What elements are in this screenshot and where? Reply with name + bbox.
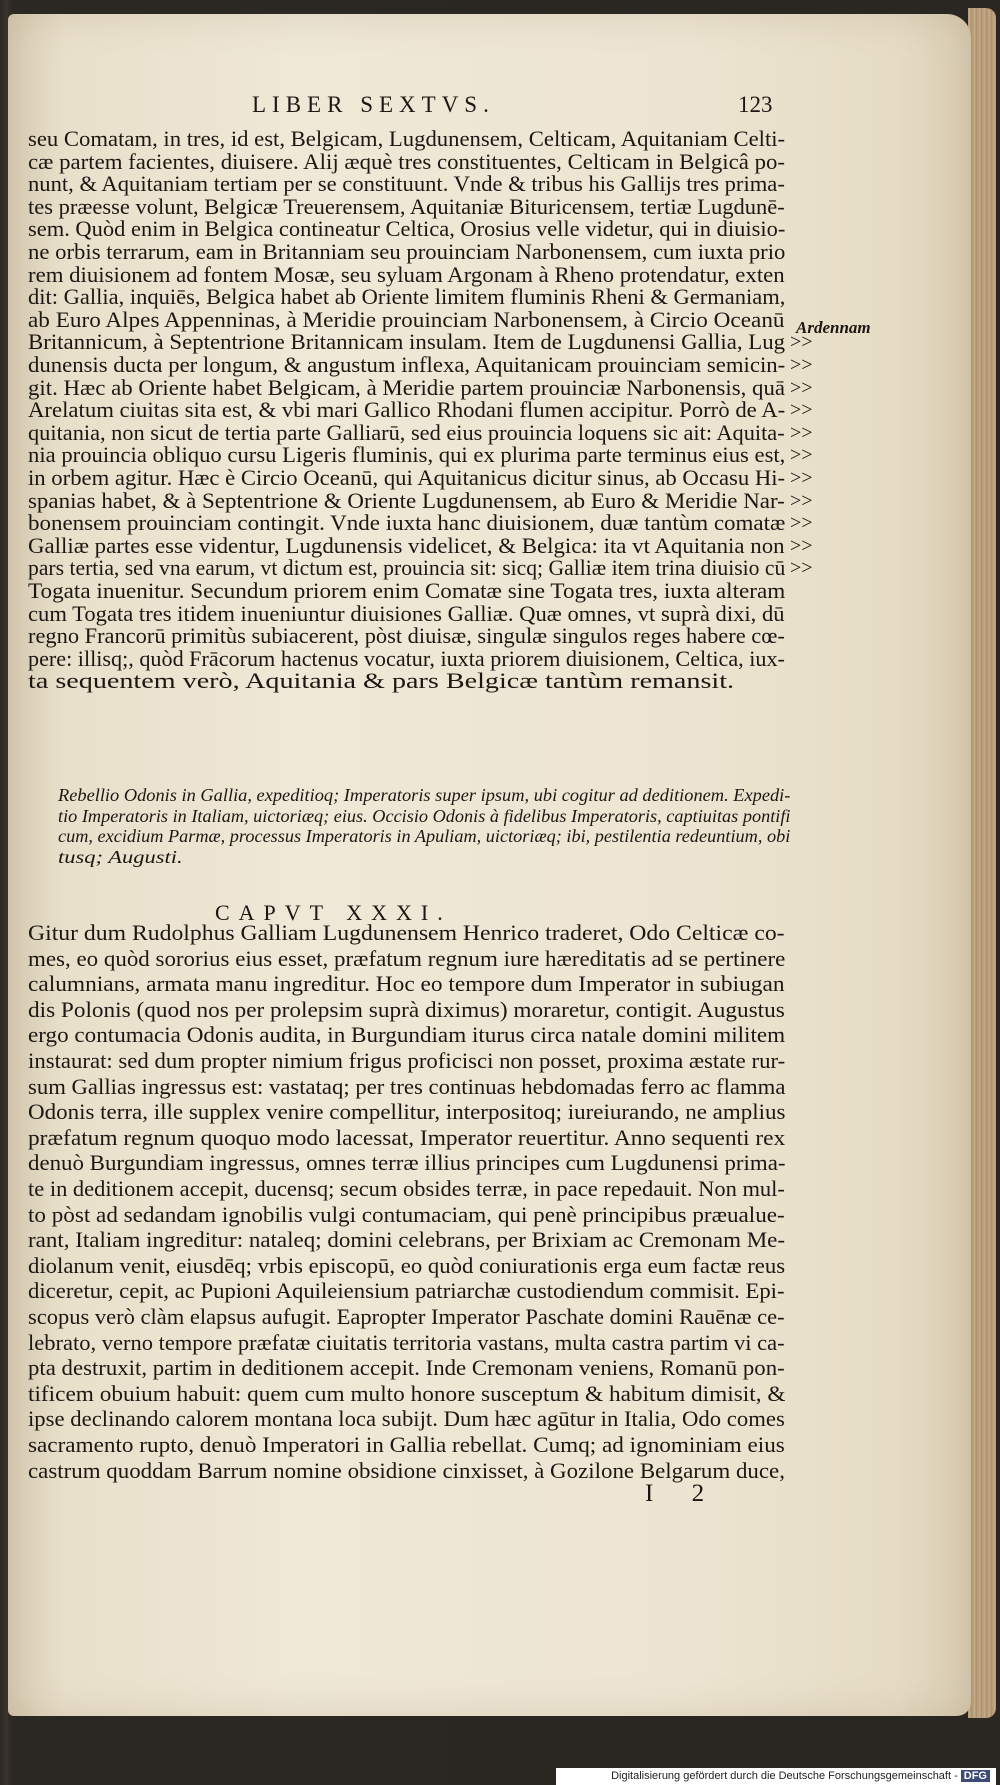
body-text-line: pars tertia, sed vna earum, vt dictum est, prouincia sit: sicq; Galliæ item trina diuisio cū: [28, 555, 786, 581]
body-text-line: nia prouincia obliquo cursu Ligeris fluminis, qui ex plurima parte terminus eius est,: [28, 442, 786, 468]
body-text-line: seu Comatam, in tres, id est, Belgicam, Lugdunensem, Celticam, Aquitaniam Celti-: [28, 126, 786, 151]
quote-marker: >>: [790, 421, 813, 444]
body-text-line: tes præesse volunt, Belgicæ Treuerensem, Aquitaniæ Bituricensem, tertiæ Lugdunē-: [28, 193, 785, 219]
page-number: 123: [738, 92, 773, 117]
summary-line: cum, excidium Parmæ, processus Imperatoris in Apuliam, uictoriæq; ibi, pestilentia redeuntium, obi: [58, 826, 791, 846]
dfg-logo: DFG: [961, 1770, 990, 1782]
body-text-line: nunt, & Aquitaniam tertiam per se constituunt. Vnde & tribus his Gallijs tres prima-: [28, 171, 785, 197]
body-text-line: cæ partem facientes, diuisere. Alij æquè tres constituentes, Celticam in Belgicâ po-: [28, 148, 786, 174]
chapter-text-line: pta destruxit, partim in deditionem accepit. Inde Cremonam veniens, Romanū pon-: [28, 1355, 785, 1381]
body-text-line: cum Togata tres itidem inueniuntur diuisiones Galliæ. Quæ omnes, vt suprà dixi, dū: [28, 600, 785, 626]
chapter-text-line: præfatum regnum quoquo modo lacessat, Imperator reuertitur. Anno sequenti rex: [28, 1124, 786, 1150]
chapter-text-line: scopus verò clàm elapsus aufugit. Eapropter Imperator Paschate domini Rauēnæ ce-: [28, 1304, 785, 1329]
chapter-text-line: sum Gallias ingressus est: vastataq; per tres continuas hebdomadas ferro ac flamma: [28, 1073, 786, 1099]
book-fore-edge: [968, 8, 996, 1718]
summary-line: tusq; Augusti.: [58, 846, 183, 867]
body-text-line: ta sequentem verò, Aquitania & pars Belgicæ tantùm remansit.: [28, 668, 735, 694]
quote-marker: >>: [790, 444, 813, 467]
chapter-text-line: calumnians, armata manu ingreditur. Hoc eo tempore dum Imperator in subiugan: [28, 971, 785, 997]
body-text-line: quitania, non sicut de tertia parte Galliarū, sed eius prouincia loquens sic ait: Aquita-: [28, 419, 785, 445]
chapter-text-line: tificem obuium habuit: quem cum multo honore susceptum & habitum dimisit, &: [28, 1380, 786, 1406]
chapter-text-line: rant, Italiam ingreditur: nataleq; domini celebrans, per Brixiam ac Cremonam Me-: [28, 1227, 786, 1253]
summary-line: Rebellio Odonis in Gallia, expeditioq; Imperatoris super ipsum, ubi cogitur ad deditionem. Expedi-: [58, 785, 791, 805]
chapter-text-line: Odonis terra, ille supplex venire compellitur, interpositoq; iureiurando, ne amplius: [28, 1099, 786, 1125]
signature-mark: I 2: [645, 1480, 721, 1507]
quote-marker: >>: [790, 354, 813, 376]
body-text-line: git. Hæc ab Oriente habet Belgicam, à Meridie partem prouinciæ Narbonensis, quā: [28, 374, 786, 400]
body-text-line: dunensis ducta per longum, & angustum inflexa, Aquitanicam prouinciam semicin-: [28, 352, 786, 377]
chapter-heading: CAPVT XXXI.: [215, 900, 452, 925]
quote-marker: >>: [790, 489, 813, 512]
body-text-line: Togata inuenitur. Secundum priorem enim Comatæ sine Togata tres, iuxta alteram: [28, 578, 786, 603]
chapter-text-line: dis Polonis (quod nos per prolepsim suprà diximus) moraretur, contigit. Augustus: [28, 996, 785, 1022]
body-text-line: dit: Gallia, inquiēs, Belgica habet ab Oriente limitem fluminis Rheni & Germaniam,: [28, 284, 786, 310]
chapter-text-line: ipse declinando calorem montana loca subijt. Dum hæc agūtur in Italia, Odo comes: [28, 1406, 785, 1432]
quote-marker: >>: [790, 399, 813, 422]
body-text-line: Britannicum, à Septentrione Britannicam insulam. Item de Lugdunensi Gallia, Lug: [28, 329, 786, 355]
chapter-text-line: lebrato, verno tempore præfatæ ciuitatis territoria vastans, multa castra partim vi ca-: [28, 1329, 785, 1355]
quote-marker: >>: [790, 512, 813, 535]
summary-line: tio Imperatoris in Italiam, uictoriæq; eius. Occisio Odonis à fidelibus Imperatoris, captiuitas pontifi: [58, 805, 791, 826]
body-text-line: Galliæ partes esse videntur, Lugdunensis videlicet, & Belgica: ita vt Aquitania non: [28, 532, 785, 558]
chapter-text-line: ergo contumacia Odonis audita, in Burgundiam iturus circa natale domini militem: [28, 1022, 786, 1048]
chapter-text-line: denuò Burgundiam ingressus, omnes terræ illius principes cum Lugdunensi prima-: [28, 1150, 786, 1176]
chapter-text-line: instaurat: sed dum propter nimium frigus proficisci non posset, proxima æstate rur-: [28, 1048, 786, 1073]
body-text-line: bonensem prouinciam contingit. Vnde iuxta hanc diuisionem, duæ tantùm comatæ: [28, 510, 786, 536]
quote-marker: >>: [790, 331, 813, 354]
body-text-line: regno Francorū primitùs subiacerent, pòst diuisæ, singulæ singulos reges habere cœ-: [28, 623, 785, 649]
chapter-text-line: diceretur, cepit, ac Pupioni Aquileiensium patriarchæ custodiendum commisit. Epi-: [28, 1278, 785, 1304]
margin-note: Ardennam: [796, 318, 871, 337]
chapter-text-line: te in deditionem accepit, ducensq; secum obsides terræ, in pace repedauit. Non mul-: [28, 1176, 785, 1201]
chapter-text-line: castrum quoddam Barrum nomine obsidione cinxisset, à Gozilone Belgarum duce,: [28, 1457, 785, 1483]
digitization-footer: [556, 1768, 996, 1785]
footer-text: Digitalisierung gefördert durch die Deutsche Forschungsgemeinschaft -: [611, 1770, 958, 1782]
quote-marker: >>: [790, 557, 813, 580]
body-text-line: Arelatum ciuitas sita est, & vbi mari Gallico Rhodani flumen accipitur. Porrò de A-: [28, 397, 786, 423]
body-text-line: pere: illisq;, quòd Frācorum hactenus vocatur, iuxta priorem diuisionem, Celtica, iux-: [28, 645, 785, 671]
chapter-text-line: mes, eo quòd sororius eius esset, præfatum regnum iure hæreditatis ad se pertinere: [28, 945, 786, 971]
running-head: LIBER SEXTVS.: [252, 92, 495, 117]
body-text-line: spanias habet, & à Septentrione & Oriente Lugdunensem, ab Euro & Meridie Nar-: [28, 487, 785, 513]
body-text-line: in orbem agitur. Hæc è Circio Oceanū, qui Aquitanicus dicitur sinus, ab Occasu Hi-: [28, 465, 786, 490]
body-text-line: ab Euro Alpes Appenninas, à Meridie prouinciam Narbonensem, à Circio Oceanū: [28, 306, 785, 332]
body-text-line: rem diuisionem ad fontem Mosæ, seu syluam Argonam à Rheno protendatur, exten: [28, 261, 785, 287]
body-text-line: ne orbis terrarum, eam in Britanniam seu prouinciam Narbonensem, cum iuxta prio: [28, 239, 786, 264]
quote-marker: >>: [790, 534, 813, 557]
quote-marker: >>: [790, 467, 813, 489]
chapter-text-line: Gitur dum Rudolphus Galliam Lugdunensem Henrico traderet, Odo Celticæ co-: [28, 920, 785, 945]
quote-marker: >>: [790, 376, 813, 399]
chapter-text-line: sacramento rupto, denuò Imperatori in Gallia rebellat. Cumq; ad ignominiam eius: [28, 1432, 785, 1457]
body-text-line: sem. Quòd enim in Belgica contineatur Celtica, Orosius velle videtur, qui in diuisio-: [28, 216, 786, 242]
chapter-text-line: diolanum venit, eiusdēq; vrbis episcopū, eo quòd coniurationis erga eum factæ reus: [28, 1252, 786, 1278]
chapter-text-line: to pòst ad sedandam ignobilis vulgi contumaciam, qui penè principibus præualue-: [28, 1201, 785, 1227]
